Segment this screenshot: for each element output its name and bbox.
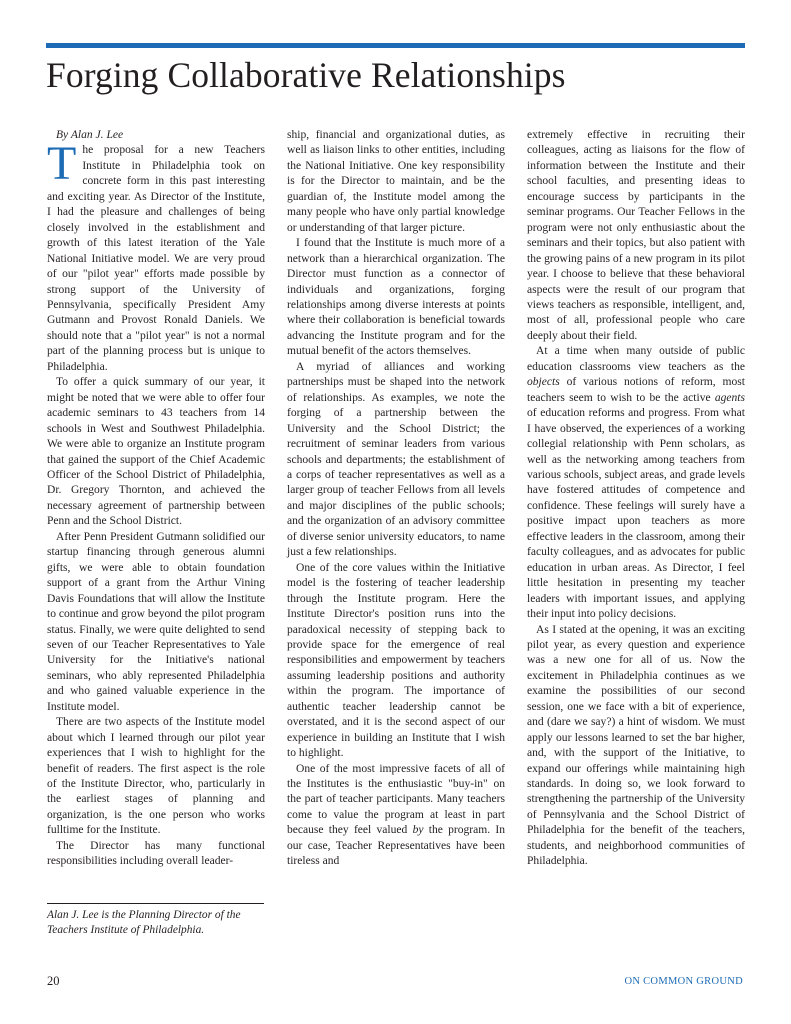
article-title: Forging Collaborative Relationships xyxy=(46,55,566,95)
top-accent-rule xyxy=(46,43,745,48)
column-2 xyxy=(287,128,505,870)
paragraph: The Director has many functional responsibilities including overall leader- xyxy=(47,839,265,868)
paragraph: There are two aspects of the Institute model about which I learned through our pilot year experiences that I wish to highlight for the benefit of readers. The first aspect is the role of the Institute Director, who, particularly in the earliest stages of planning and organization, is the one person who works fulltime for the Institute. xyxy=(47,716,265,837)
page-number: 20 xyxy=(47,974,60,988)
publication-name: ON COMMON GROUND xyxy=(624,976,743,987)
column-3 xyxy=(527,128,745,870)
paragraph: ship, financial and organizational duties, as well as liaison links to other entities, including the National Initiative. One key responsibility is for the Director to maintain, and be the guardian of, the Institute model among the many people who have only partial knowledge or understanding of that larger picture. xyxy=(287,129,505,234)
paragraph: The proposal for a new Teachers Institute in Philadelphia took on concrete form in this past interesting and exciting year. As Director of the Institute, I had the pleasure and challenges of being closely involved in the establishment and growth of this latest iteration of the Yale National Initiative model. We are very proud of our "pilot year" efforts made possible by strong support of the University of Pennsylvania, specifically President Amy Gutmann and Provost Ronald Daniels. We should note that a "pilot year" is not a normal part of the planning process but is unique to Philadelphia. xyxy=(47,137,265,373)
column-1 xyxy=(47,128,265,870)
paragraph: A myriad of alliances and working partnerships must be shaped into the network of relationships. As examples, we note the forging of a partnership between the University and the School District; the recruitment of seminar leaders from various schools and departments; the establishment of a corps of teacher representatives as well as a larger group of teacher Fellows from all levels and major disciplines of the public schools; and the organization of an advisory committee of diverse senior university educators, to name just a few relationships. xyxy=(287,360,505,559)
paragraph: extremely effective in recruiting their colleagues, acting as liaisons for the flow of information between the Institute and their school faculties, and presenting ideas to encourage success by participants in the seminar programs. Our Teacher Fellows in the program were not only enthusiastic about the seminars and their topics, but also patient with the growing pains of a new program in its pilot year. I choose to believe that these behavioral aspects were the result of our program that views teachers as responsible, intelligent, and, most of all, professional people who care deeply about their field. xyxy=(527,129,745,342)
paragraph: One of the most impressive facets of all of the Institutes is the enthusiastic "buy-in" on the part of teacher participants. Many teachers come to value the program at least in part because they feel valued by the program. In our case, Teacher Representatives have been tireless and xyxy=(287,762,505,868)
drop-cap: T xyxy=(47,137,77,191)
author-footnote: Alan J. Lee is the Planning Director of the Teachers Institute of Philadelphia. xyxy=(47,909,241,936)
paragraph: At a time when many outside of public education classrooms view teachers as the objects of various notions of reform, most teachers seem to wish to be the active agents of education reforms and progress. From what I have observed, the experiences of a working collegial relationship with Penn scholars, as well as the networking among teachers from various schools, subject areas, and grade levels have fostered attitudes of competence and confidence. These feelings will surely have a positive impact upon teachers as more effective leaders in the classroom, among their faculty colleagues, and as advocates for public education in urban areas. As Director, I feel little hesitation in presenting my teacher leaders with important issues, and applying their input into policy decisions. xyxy=(527,345,745,621)
paragraph: One of the core values within the Initiative model is the fostering of teacher leadership through the Institute program. Here the Institute Director's position runs into the paradoxical necessity of stepping back to provide space for the emergence of real responsibilities and empowerment by teachers assuming leadership positions and authority within the program. The importance of authentic teacher leadership cannot be overstated, and it is the second aspect of our experience in building an Institute that I wish to highlight. xyxy=(287,561,505,760)
byline: By Alan J. Lee xyxy=(56,129,124,141)
paragraph: As I stated at the opening, it was an exciting pilot year, as every question and experience was a new one for all of us. Now the excitement in Philadelphia continues as we examine the possibilities of our second session, one we face with a bit of experience, and (dare we say?) a hint of wisdom. We must apply our lessons learned to set the bar higher, and, with the support of the Initiative, to expand our offerings while maintaining high standards. In doing so, we look forward to strengthening the partnership of the University of Pennsylvania and the School District of Philadelphia for the benefit of the teachers, students, and neighborhood communities of Philadelphia. xyxy=(527,623,745,868)
paragraph: I found that the Institute is much more of a network than a hierarchical organization. The Director must function as a connector of individuals and organizations, forging relationships among diverse interests at points where their collaboration is beneficial towards advancing the Institute program and for the mutual benefit of the actors themselves. xyxy=(287,237,505,358)
footnote-divider xyxy=(47,903,264,904)
paragraph: To offer a quick summary of our year, it might be noted that we were able to offer four academic seminars to 43 teachers from 14 schools in West and Southwest Philadelphia. We were able to organize an Institute program that gained the support of the Chief Academic Officer of the School District of Philadelphia, Dr. Gregory Thornton, and achieved the necessary agreement of partnership between Penn and the School District. xyxy=(47,376,265,528)
paragraph: After Penn President Gutmann solidified our startup financing through generous alumni gifts, we were able to obtain foundation support of a grant from the Arthur Vining Davis Foundations that will allow the Institute to continue and grow beyond the pilot program status. Finally, we were quite delighted to send seven of our Teacher Representatives to Yale University for the Initiative's national seminars, who ably represented Philadelphia and who gained valuable experience in the Institute model. xyxy=(47,530,265,713)
